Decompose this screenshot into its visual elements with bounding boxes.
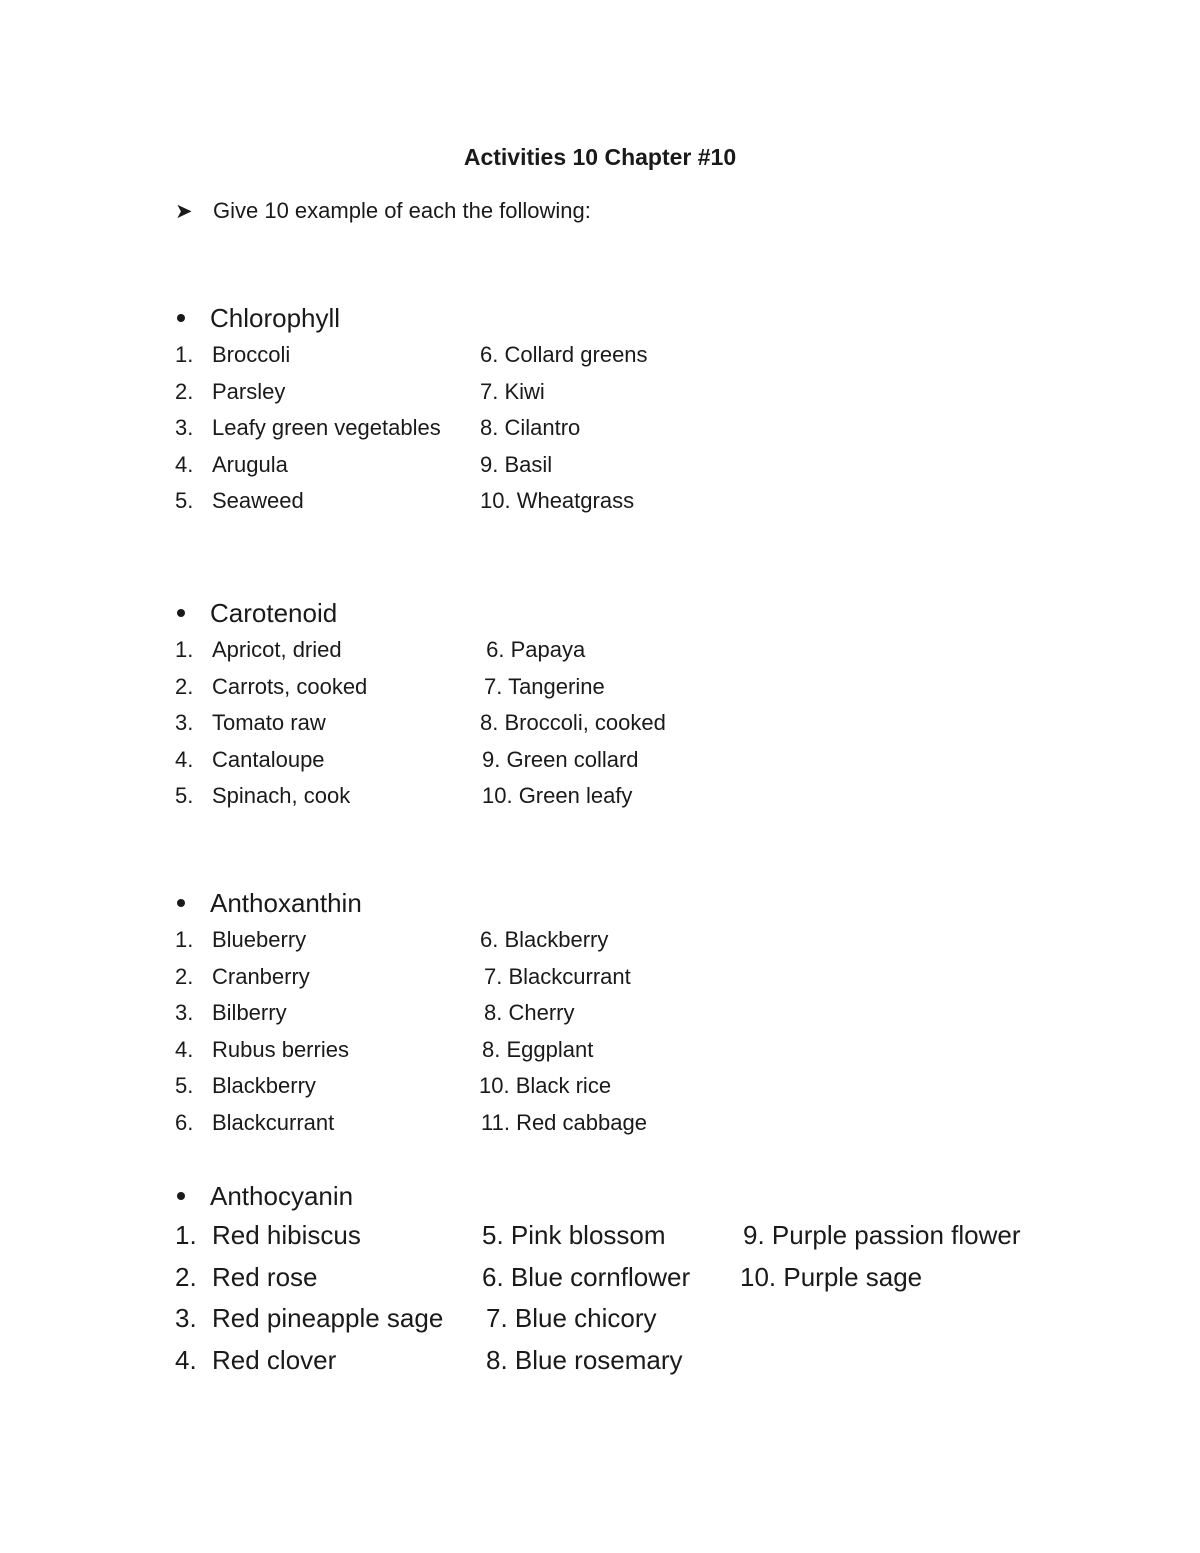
item-number: 4. — [175, 746, 194, 772]
item-number: 2. — [175, 1261, 197, 1292]
bullet-dot-icon — [177, 1192, 185, 1200]
item-col2: 10. Green leafy — [482, 783, 633, 808]
item-col1: Carrots, cooked — [212, 673, 368, 699]
item-col1: Red hibiscus — [212, 1220, 361, 1250]
list-item — [175, 374, 545, 411]
section-chlorophyll — [175, 299, 648, 520]
item-col2: 10. Black rice — [479, 1073, 612, 1098]
item-col2: 8. Cherry — [484, 1000, 575, 1025]
item-col2: 11. Red cabbage — [481, 1109, 647, 1135]
item-number: 2. — [175, 378, 194, 404]
list-item — [175, 447, 553, 484]
bullet-dot-icon — [177, 609, 185, 617]
list-item — [175, 1340, 683, 1382]
item-col2: 7. Blackcurrant — [484, 963, 631, 989]
item-col2: 6. Blackberry — [480, 927, 609, 952]
section-heading-text: Chlorophyll — [210, 302, 341, 333]
item-col1: Seaweed — [212, 488, 304, 513]
item-number: 5. — [175, 1073, 194, 1098]
list-item — [175, 705, 666, 742]
list-item — [175, 483, 635, 520]
item-col1: Leafy green vegetables — [212, 415, 441, 440]
item-col1: Arugula — [212, 451, 288, 477]
list-item — [175, 742, 639, 779]
section-heading-text: Anthocyanin — [210, 1180, 354, 1211]
item-number: 2. — [175, 673, 194, 699]
item-col1: Blackberry — [212, 1073, 316, 1098]
list-item — [175, 922, 609, 959]
item-col2: 6. Papaya — [480, 637, 586, 662]
item-col1: Cantaloupe — [212, 746, 325, 772]
instruction — [175, 198, 591, 224]
section-heading — [175, 299, 340, 337]
item-number: 1. — [175, 927, 194, 952]
item-col2: 6. Blue cornflower — [482, 1261, 691, 1292]
item-col1: Blackcurrant — [212, 1109, 335, 1135]
item-col2: 7. Kiwi — [480, 378, 545, 404]
item-number: 3. — [175, 1000, 194, 1025]
item-number: 6. — [175, 1109, 194, 1135]
item-col1: Parsley — [212, 378, 286, 404]
item-col2: 9. Green collard — [482, 746, 639, 772]
item-col1: Apricot, dried — [212, 637, 342, 662]
item-col2: 8. Eggplant — [482, 1036, 594, 1062]
list-item — [175, 778, 633, 815]
item-col2: 8. Broccoli, cooked — [480, 710, 666, 735]
section-carotenoid — [175, 594, 666, 815]
item-col3: 10. Purple sage — [740, 1261, 923, 1292]
list-item — [175, 959, 631, 996]
item-number: 1. — [175, 637, 194, 662]
list-item — [175, 1068, 612, 1105]
item-number: 4. — [175, 451, 194, 477]
bullet-dot-icon — [177, 314, 185, 322]
item-col1: Rubus berries — [212, 1036, 349, 1062]
item-number: 1. — [175, 342, 194, 367]
item-col1: Red pineapple sage — [212, 1303, 444, 1333]
item-col2: 8. Cilantro — [480, 415, 581, 440]
item-number: 3. — [175, 710, 194, 735]
item-col1: Cranberry — [212, 963, 310, 989]
page-title: Activities 10 Chapter #10 — [463, 144, 737, 170]
section-anthoxanthin — [175, 884, 647, 1141]
item-col1: Spinach, cook — [212, 783, 351, 808]
instruction-text: Give 10 example of each the following: — [213, 198, 591, 223]
list-item — [175, 1257, 923, 1299]
list-item — [175, 337, 648, 374]
item-number: 4. — [175, 1036, 194, 1062]
section-heading-text: Carotenoid — [210, 597, 338, 628]
section-heading — [175, 594, 337, 632]
item-col2: 10. Wheatgrass — [480, 488, 635, 513]
list-item — [175, 410, 581, 447]
item-number: 5. — [175, 783, 194, 808]
arrow-bullet-icon: ➤ — [175, 199, 193, 223]
section-heading — [175, 1177, 353, 1215]
item-col1: Red rose — [212, 1261, 318, 1292]
list-item — [175, 669, 605, 706]
item-number: 4. — [175, 1344, 197, 1375]
item-col1: Bilberry — [212, 1000, 287, 1025]
item-number: 3. — [175, 1303, 197, 1333]
list-item — [175, 1298, 657, 1340]
list-item — [175, 1032, 594, 1069]
section-anthocyanin — [175, 1177, 1021, 1381]
list-item — [175, 1215, 1021, 1257]
section-heading — [175, 884, 362, 922]
item-col2: 5. Pink blossom — [482, 1220, 666, 1250]
item-number: 3. — [175, 415, 194, 440]
item-col1: Red clover — [212, 1344, 337, 1375]
list-item — [175, 632, 586, 669]
item-col2: 9. Basil — [480, 451, 553, 477]
item-number: 2. — [175, 963, 194, 989]
item-col1: Tomato raw — [212, 710, 326, 735]
item-col2: 8. Blue rosemary — [486, 1344, 683, 1375]
item-col2: 6. Collard greens — [480, 342, 648, 367]
item-col2: 7. Tangerine — [484, 673, 605, 699]
list-item — [175, 995, 575, 1032]
section-heading-text: Anthoxanthin — [210, 887, 362, 918]
item-col1: Broccoli — [212, 342, 291, 367]
list-item — [175, 1105, 647, 1142]
item-col3: 9. Purple passion flower — [743, 1220, 1021, 1250]
item-col2: 7. Blue chicory — [486, 1303, 657, 1333]
item-number: 1. — [175, 1220, 197, 1250]
item-number: 5. — [175, 488, 194, 513]
item-col1: Blueberry — [212, 927, 307, 952]
bullet-dot-icon — [177, 899, 185, 907]
